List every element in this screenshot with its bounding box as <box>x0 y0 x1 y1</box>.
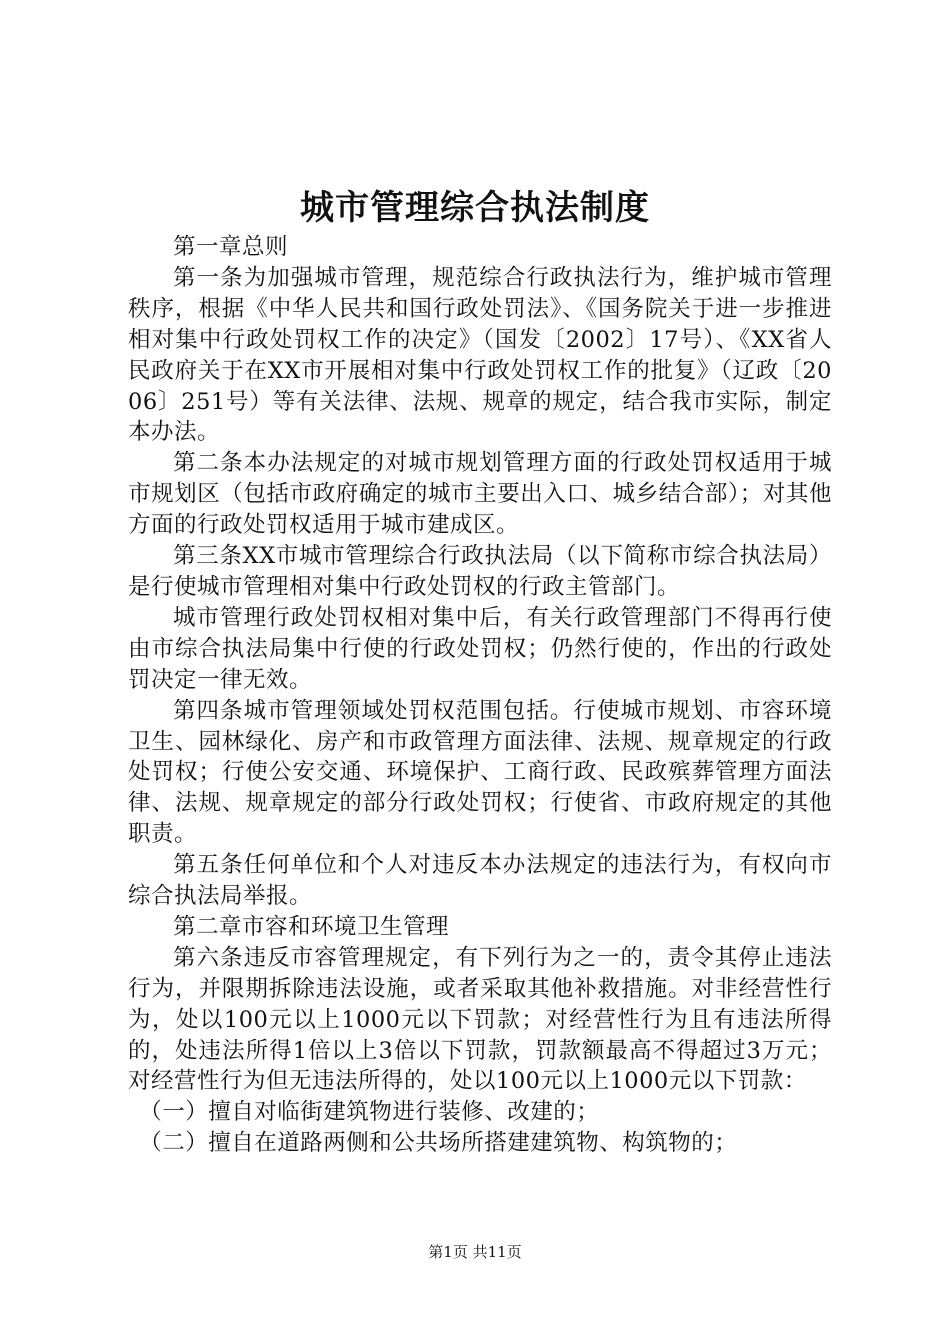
article-paragraph: 第四条城市管理领域处罚权范围包括。行使城市规划、市容环境卫生、园林绿化、房产和市政管理方面法律、法规、规章规定的行政处罚权；行使公安交通、环境保护、工商行政、民政殡葬管理方面法律、法规、规章规定的部分行政处罚权；行使省、市政府规定的其他职责。 <box>128 697 832 848</box>
page-footer: 第1页 共11页 <box>428 1243 522 1261</box>
document-body <box>128 232 832 1159</box>
article-paragraph: 第五条任何单位和个人对违反本办法规定的违法行为，有权向市综合执法局举报。 <box>128 852 832 910</box>
list-item: （一）擅自对临街建筑物进行装修、改建的； <box>139 1099 600 1126</box>
chapter-heading: 第二章市容和环境卫生管理 <box>173 913 450 940</box>
article-paragraph: 第六条违反市容管理规定，有下列行为之一的，责令其停止违法行为，并限期拆除违法设施，或者采取其他补救措施。对非经营性行为，处以100元以上1000元以下罚款；对经营性行为且有违法所得的，处违法所得1倍以上3倍以下罚款，罚款额最高不得超过3万元；对经营性行为但无违法所得的，处以100元以上1000元以下罚款： <box>128 944 832 1095</box>
chapter-heading: 第一章总则 <box>173 234 289 260</box>
article-paragraph: 第一条为加强城市管理，规范综合行政执法行为，维护城市管理秩序，根据《中华人民共和国行政处罚法》、《国务院关于进一步推进相对集中行政处罚权工作的决定》（国发〔2002〕17号）、《XX省人民政府关于在XX市开展相对集中行政处罚权工作的批复》（辽政〔2006〕251号）等有关法律、法规、规章的规定，结合我市实际，制定本办法。 <box>128 264 832 446</box>
document-title: 城市管理综合执法制度 <box>300 188 650 228</box>
list-item: （二）擅自在道路两侧和公共场所搭建建筑物、构筑物的； <box>139 1130 738 1157</box>
article-paragraph: 城市管理行政处罚权相对集中后，有关行政管理部门不得再行使由市综合执法局集中行使的行政处罚权；仍然行使的，作出的行政处罚决定一律无效。 <box>128 604 832 693</box>
article-paragraph: 第二条本办法规定的对城市规划管理方面的行政处罚权适用于城市规划区（包括市政府确定的城市主要出入口、城乡结合部）；对其他方面的行政处罚权适用于城市建成区。 <box>128 450 832 539</box>
article-paragraph: 第三条XX市城市管理综合行政执法局（以下简称市综合执法局）是行使城市管理相对集中行政处罚权的行政主管部门。 <box>128 543 832 600</box>
